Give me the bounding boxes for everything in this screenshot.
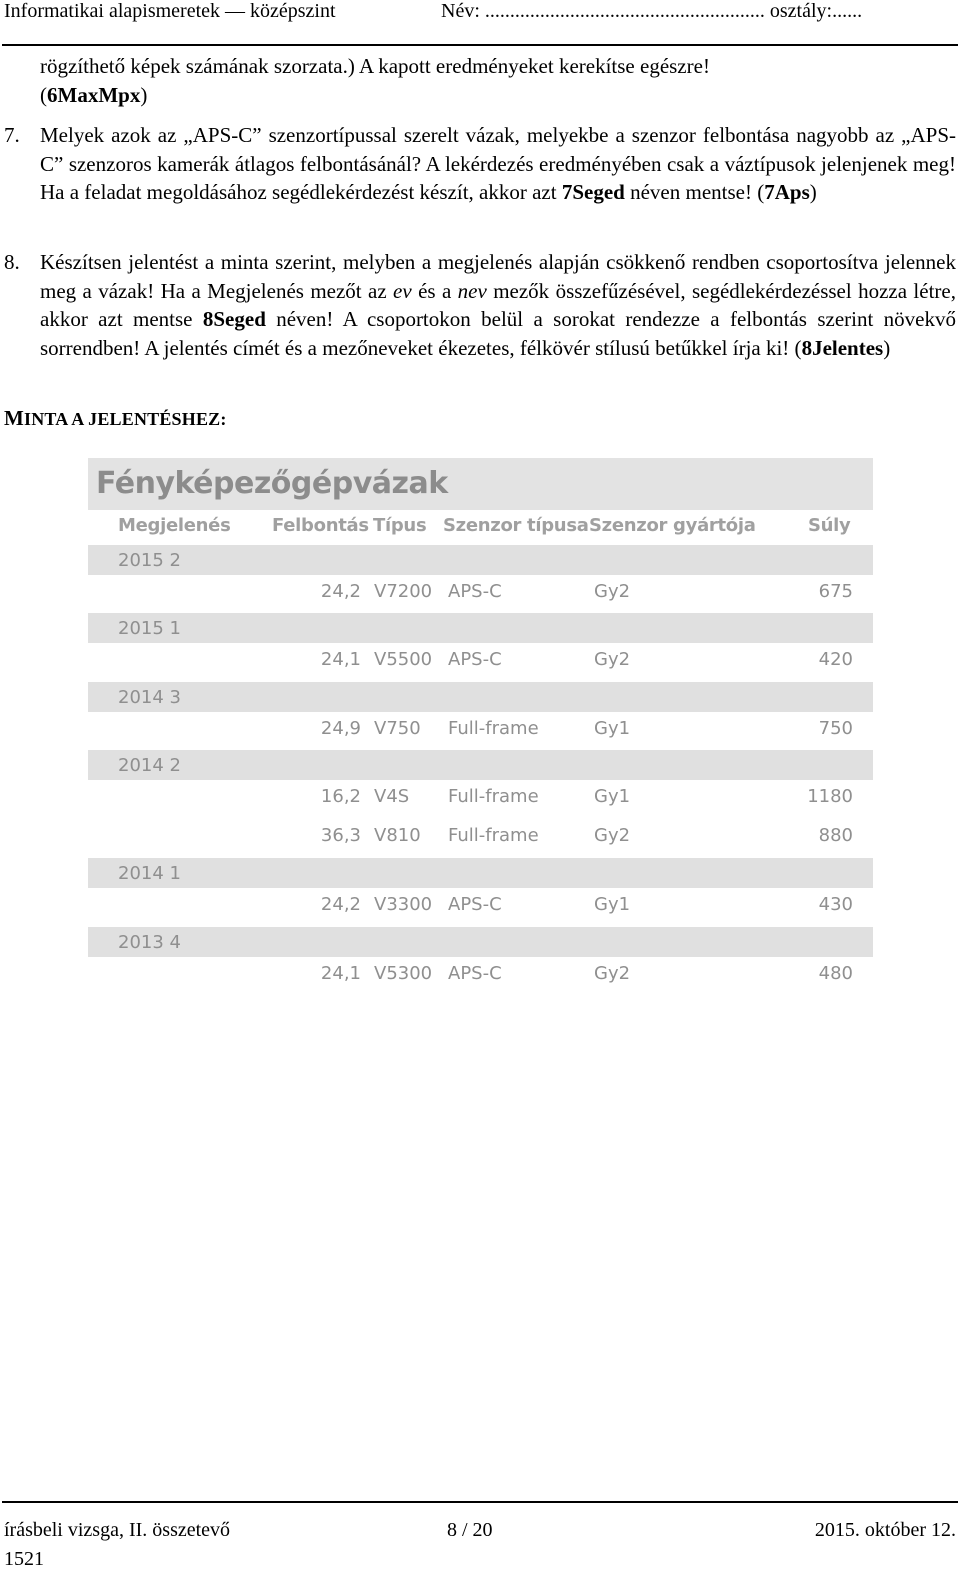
cell-szenzor-tipusa: APS-C bbox=[448, 581, 502, 602]
cell-tipus: V7200 bbox=[374, 581, 433, 602]
cell-tipus: V5500 bbox=[374, 649, 433, 670]
sample-heading: MINTA A JELENTÉSHEZ: bbox=[4, 406, 227, 430]
col-header-szenzor-gyartoja: Szenzor gyártója bbox=[589, 515, 756, 536]
report-group-label: 2014 2 bbox=[118, 755, 181, 776]
cell-tipus: V4S bbox=[374, 786, 410, 807]
cell-suly: 1180 bbox=[807, 786, 853, 807]
cell-felbontas: 24,1 bbox=[320, 963, 361, 984]
report-sample bbox=[88, 458, 873, 998]
cell-felbontas: 36,3 bbox=[320, 825, 361, 846]
cell-szenzor-gyartoja: Gy2 bbox=[594, 649, 631, 670]
filename-8seged: 8Seged bbox=[202, 307, 266, 332]
report-group-label: 2013 4 bbox=[118, 932, 181, 953]
report-group-bar bbox=[88, 927, 873, 957]
col-header-szenzor-tipusa: Szenzor típusa bbox=[443, 515, 589, 536]
col-header-tipus: Típus bbox=[373, 515, 427, 536]
cell-felbontas: 24,2 bbox=[320, 894, 361, 915]
cell-szenzor-tipusa: Full-frame bbox=[448, 786, 539, 807]
footer-date: 2015. október 12. bbox=[814, 1519, 956, 1541]
cell-szenzor-tipusa: APS-C bbox=[448, 649, 502, 670]
field-ev: ev bbox=[393, 278, 412, 303]
report-group-bar bbox=[88, 613, 873, 643]
cell-felbontas: 24,9 bbox=[320, 718, 361, 739]
cell-szenzor-tipusa: APS-C bbox=[448, 894, 502, 915]
cell-szenzor-tipusa: Full-frame bbox=[448, 718, 539, 739]
task-8-number: 8. bbox=[4, 250, 20, 274]
footer-code: 1521 bbox=[4, 1548, 44, 1570]
filename-7aps: 7Aps bbox=[764, 180, 810, 205]
col-header-suly: Súly bbox=[808, 515, 851, 536]
header-name-class: Név: ........................................................ osztály:...... bbox=[441, 0, 863, 22]
report-group-bar bbox=[88, 545, 873, 575]
footer-exam: írásbeli vizsga, II. összetevő bbox=[4, 1519, 231, 1541]
cell-suly: 430 bbox=[818, 894, 853, 915]
continued-text: rögzíthető képek számának szorzata.) A kapott eredményeket kerekítse egészre! (6MaxMpx) bbox=[40, 54, 710, 107]
field-nev: nev bbox=[457, 278, 487, 303]
page-header bbox=[0, 0, 960, 40]
report-group-bar bbox=[88, 858, 873, 888]
report-group-label: 2015 1 bbox=[118, 618, 181, 639]
task-7-number: 7. bbox=[4, 123, 20, 147]
filename-7seged: 7Seged bbox=[561, 180, 625, 205]
cell-suly: 480 bbox=[818, 963, 853, 984]
cell-felbontas: 16,2 bbox=[320, 786, 361, 807]
col-header-felbontas: Felbontás bbox=[272, 515, 369, 536]
cell-tipus: V5300 bbox=[374, 963, 433, 984]
report-group-bar bbox=[88, 682, 873, 712]
cell-suly: 750 bbox=[818, 718, 853, 739]
cell-szenzor-tipusa: Full-frame bbox=[448, 825, 539, 846]
filename-6maxmpx: 6MaxMpx bbox=[47, 82, 141, 107]
cell-felbontas: 24,2 bbox=[320, 581, 361, 602]
task-7-text: Melyek azok az „APS-C” szenzortípussal szerelt vázak, melyekbe a szenzor felbontása nagyobb az „APS-C” szenzoros kamerák átlagos felbontásánál? A lekérdezés eredményében csak a váztípusok jelenjenek meg! Ha a feladat megoldásához segédlekérdezést készít, akkor azt 7Seged néven mentse! (7Aps) bbox=[40, 123, 956, 205]
task-8-text: Készítsen jelentést a minta szerint, melyben a megjelenés alapján csökkenő rendben csoportosítva jelennek meg a vázak! Ha a Megjelenés mezőt az ev és a nev mezők összefűzésével, segédlekérdezéssel hozza létre, akkor azt mentse 8Seged néven! A csoportokon belül a sorokat rendezze a felbontás szerint növekvő sorrendben! A jelentés címét és a mezőneveket ékezetes, félkövér stílusú betűkkel írja ki! (8Jelentes) bbox=[40, 250, 956, 361]
report-group-label: 2014 3 bbox=[118, 687, 181, 708]
cell-suly: 880 bbox=[818, 825, 853, 846]
header-subject: Informatikai alapismeretek — középszint bbox=[4, 0, 336, 22]
report-group-label: 2015 2 bbox=[118, 550, 181, 571]
cell-tipus: V810 bbox=[374, 825, 421, 846]
cell-szenzor-gyartoja: Gy1 bbox=[594, 894, 631, 915]
cell-felbontas: 24,1 bbox=[320, 649, 361, 670]
footer-divider bbox=[2, 1501, 958, 1503]
cell-szenzor-gyartoja: Gy2 bbox=[594, 825, 631, 846]
cell-szenzor-tipusa: APS-C bbox=[448, 963, 502, 984]
cell-suly: 675 bbox=[818, 581, 853, 602]
cell-szenzor-gyartoja: Gy2 bbox=[594, 963, 631, 984]
filename-8jelentes: 8Jelentes bbox=[801, 336, 884, 361]
col-header-megjelenes: Megjelenés bbox=[118, 515, 231, 536]
continued-line: rögzíthető képek számának szorzata.) A kapott eredményeket kerekítse egészre! bbox=[40, 54, 710, 78]
cell-suly: 420 bbox=[818, 649, 853, 670]
cell-szenzor-gyartoja: Gy1 bbox=[594, 786, 631, 807]
cell-szenzor-gyartoja: Gy1 bbox=[594, 718, 631, 739]
report-group-label: 2014 1 bbox=[118, 863, 181, 884]
cell-szenzor-gyartoja: Gy2 bbox=[594, 581, 631, 602]
cell-tipus: V750 bbox=[374, 718, 421, 739]
footer-page-number: 8 / 20 bbox=[447, 1519, 493, 1541]
report-title: Fényképezőgépvázak bbox=[96, 466, 448, 501]
report-group-bar bbox=[88, 750, 873, 780]
header-divider bbox=[2, 44, 958, 46]
cell-tipus: V3300 bbox=[374, 894, 433, 915]
